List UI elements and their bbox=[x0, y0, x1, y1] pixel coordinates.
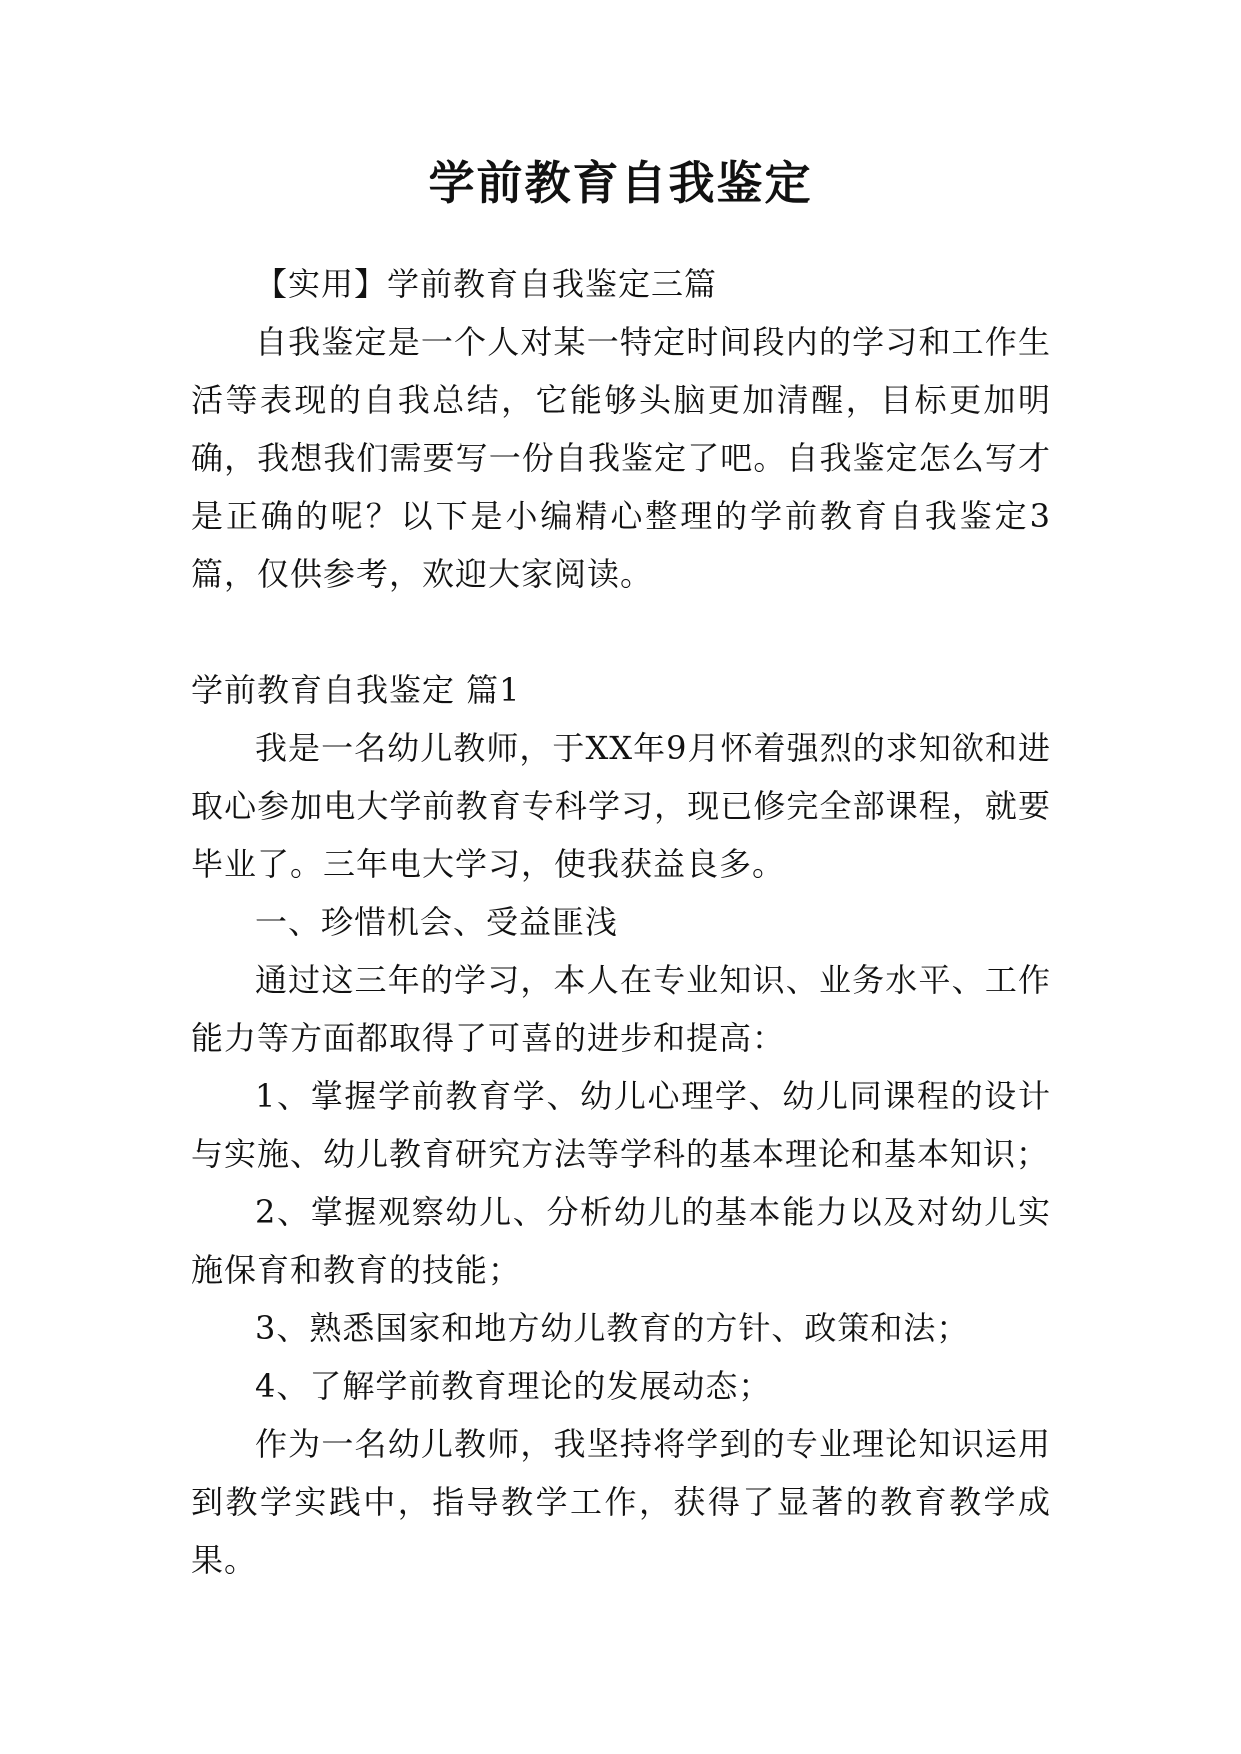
document-title: 学前教育自我鉴定 bbox=[428, 156, 813, 210]
paragraph-gap bbox=[191, 603, 1051, 661]
paragraph-opening: 我是一名幼儿教师，于XX年9月怀着强烈的求知欲和进取心参加电大学前教育专科学习，现已修完全部课程，就要毕业了。三年电大学习，使我获益良多。 bbox=[191, 729, 1051, 883]
paragraph-progress: 通过这三年的学习，本人在专业知识、业务水平、工作能力等方面都取得了可喜的进步和提高： bbox=[191, 961, 1051, 1057]
paragraph-subtitle: 【实用】学前教育自我鉴定三篇 bbox=[255, 265, 718, 303]
list-item-2: 2、掌握观察幼儿、分析幼儿的基本能力以及对幼儿实施保育和教育的技能； bbox=[191, 1193, 1051, 1289]
paragraph-intro: 自我鉴定是一个人对某一特定时间段内的学习和工作生活等表现的自我总结，它能够头脑更加清醒，目标更加明确，我想我们需要写一份自我鉴定了吧。自我鉴定怎么写才是正确的呢？以下是小编精心整理的学前教育自我鉴定3篇，仅供参考，欢迎大家阅读。 bbox=[191, 323, 1051, 593]
list-item-1: 1、掌握学前教育学、幼儿心理学、幼儿同课程的设计与实施、幼儿教育研究方法等学科的基本理论和基本知识； bbox=[191, 1077, 1051, 1173]
section-heading: 学前教育自我鉴定 篇1 bbox=[191, 671, 521, 709]
list-item-4: 4、了解学前教育理论的发展动态； bbox=[255, 1367, 772, 1405]
paragraph-closing: 作为一名幼儿教师，我坚持将学到的专业理论知识运用到教学实践中，指导教学工作，获得了显著的教育教学成果。 bbox=[191, 1425, 1051, 1579]
list-item-3: 3、熟悉国家和地方幼儿教育的方针、政策和法； bbox=[255, 1309, 970, 1347]
document-body bbox=[191, 255, 1051, 1589]
section-subheading: 一、珍惜机会、受益匪浅 bbox=[255, 903, 619, 941]
